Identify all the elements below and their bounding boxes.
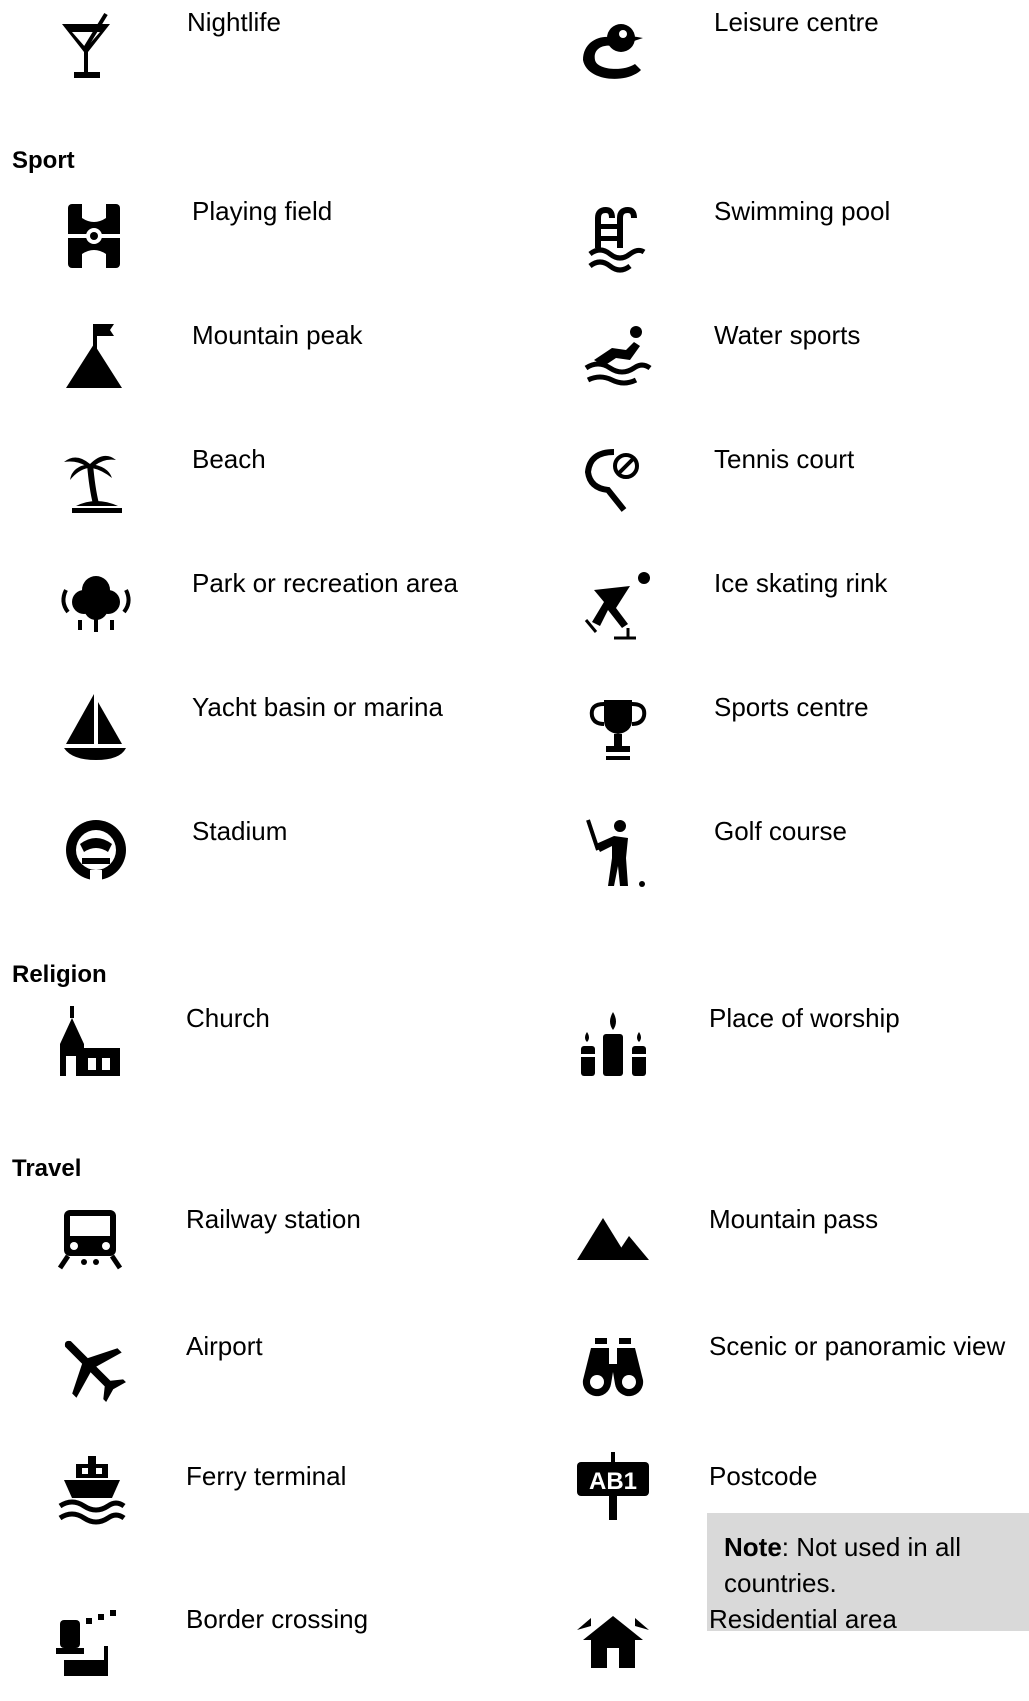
postcode-sign-icon	[573, 1452, 653, 1532]
golf-icon	[578, 814, 658, 894]
tennis-court-icon	[578, 444, 658, 524]
label-mountain-peak: Mountain peak	[192, 320, 363, 350]
heading-travel: Travel	[12, 1155, 82, 1182]
label-sports-centre: Sports centre	[714, 692, 869, 722]
water-sports-icon	[578, 320, 658, 400]
label-scenic-view: Scenic or panoramic view	[709, 1331, 1006, 1361]
label-stadium: Stadium	[192, 816, 288, 846]
label-nightlife: Nightlife	[187, 7, 281, 37]
label-park: Park or recreation area	[192, 568, 458, 598]
residential-area-icon	[573, 1606, 653, 1686]
stadium-icon	[56, 814, 136, 894]
label-ice-skating-rink: Ice skating rink	[714, 568, 888, 598]
postcode-sign-text: AB1	[588, 1468, 638, 1495]
mountain-pass-icon	[573, 1204, 653, 1284]
note-bold-label: Note	[724, 1532, 782, 1562]
binoculars-icon	[573, 1328, 653, 1408]
label-swimming-pool: Swimming pool	[714, 196, 891, 226]
border-crossing-icon	[52, 1606, 132, 1686]
label-mountain-pass: Mountain pass	[709, 1204, 879, 1234]
airplane-icon	[52, 1328, 132, 1408]
train-icon	[52, 1204, 132, 1284]
swimming-pool-icon	[578, 200, 658, 280]
label-yacht-basin: Yacht basin or marina	[192, 692, 443, 722]
label-border-crossing: Border crossing	[186, 1604, 369, 1634]
label-residential-area: Residential area	[709, 1604, 897, 1634]
church-icon	[52, 1004, 132, 1084]
sailboat-icon	[56, 690, 136, 770]
cocktail-icon	[50, 10, 130, 90]
label-postcode: Postcode	[709, 1461, 818, 1491]
label-beach: Beach	[192, 444, 266, 474]
trophy-icon	[578, 690, 658, 770]
heading-sport: Sport	[12, 147, 75, 174]
label-water-sports: Water sports	[714, 320, 861, 350]
label-tennis-court: Tennis court	[714, 444, 855, 474]
label-ferry-terminal: Ferry terminal	[186, 1461, 347, 1491]
leisure-centre-icon	[573, 10, 653, 90]
label-place-of-worship: Place of worship	[709, 1003, 900, 1033]
label-playing-field: Playing field	[192, 196, 333, 226]
ice-skating-icon	[578, 568, 658, 648]
label-airport: Airport	[186, 1331, 263, 1361]
beach-icon	[56, 444, 136, 524]
park-icon	[56, 568, 136, 648]
playing-field-icon	[56, 200, 136, 280]
mountain-peak-icon	[56, 320, 136, 400]
ferry-icon	[52, 1452, 132, 1532]
label-golf-course: Golf course	[714, 816, 847, 846]
heading-religion: Religion	[12, 961, 107, 988]
label-leisure-centre: Leisure centre	[714, 7, 879, 37]
candles-icon	[573, 1004, 653, 1084]
note-text: : Not used in all countries.	[724, 1532, 961, 1598]
label-railway-station: Railway station	[186, 1204, 361, 1234]
label-church: Church	[186, 1003, 270, 1033]
